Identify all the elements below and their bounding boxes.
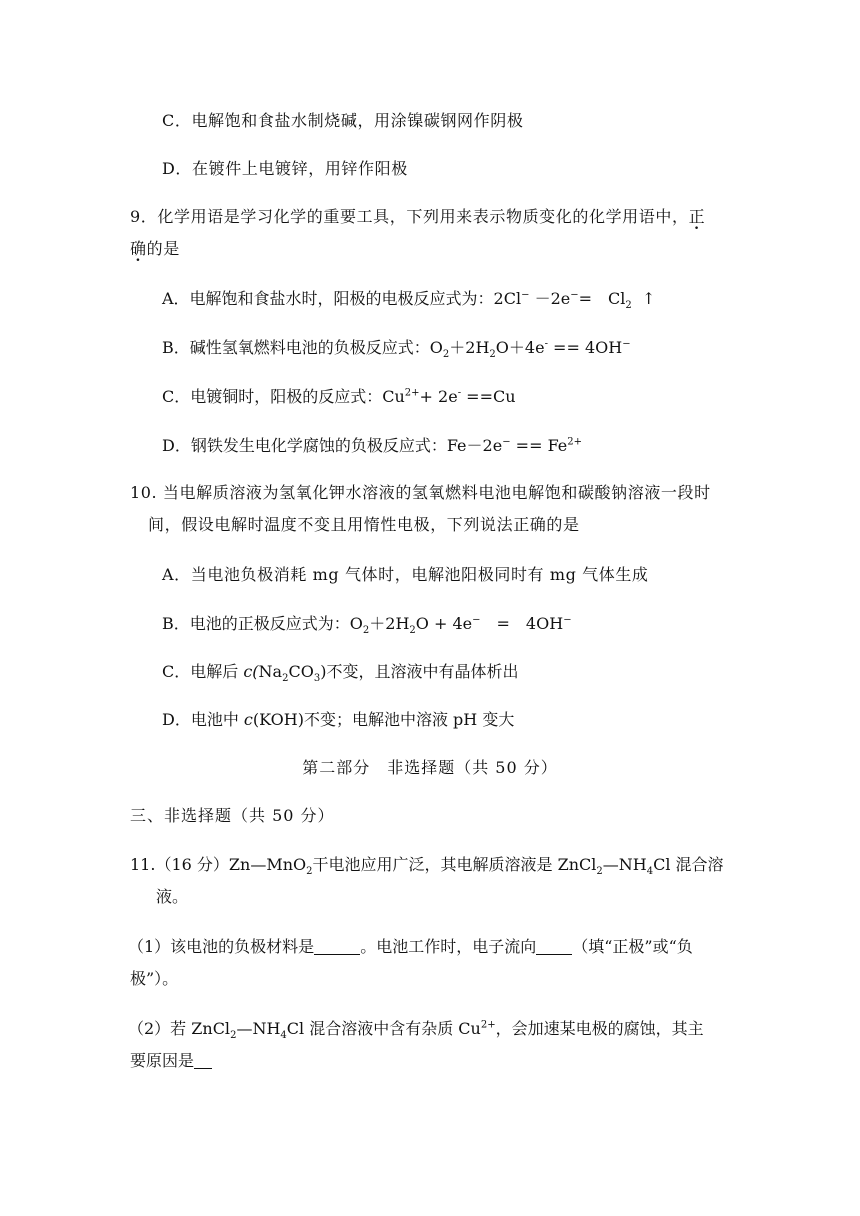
q11-part2-line2 [130, 1050, 212, 1072]
text: )不变，且溶液中有晶体析出 [320, 662, 519, 681]
q8-option-d [162, 158, 408, 180]
text: Na [258, 662, 283, 681]
q8-option-d-text: D．在镀件上电镀锌，用锌作阳极 [162, 159, 408, 178]
text: 液。 [156, 887, 189, 906]
text: C．电解后 [162, 662, 244, 681]
text: B．碱性氢氧燃料电池的负极反应式：O [162, 338, 443, 357]
superscript: − [622, 338, 631, 350]
superscript: 2+ [480, 1019, 496, 1031]
text: 11.（16 分）Zn—MnO [130, 855, 307, 874]
text: 要原因是 [130, 1051, 195, 1070]
superscript: − [502, 436, 511, 448]
text: （1）该电池的负极材料是 [128, 937, 315, 956]
q11-part1 [128, 936, 693, 958]
text: ＋2H [449, 338, 490, 357]
text: c [243, 710, 253, 729]
subscript: 2 [409, 625, 416, 637]
answer-blank[interactable] [314, 937, 360, 955]
text: = 4OH [480, 614, 564, 633]
text: 间，假设电解时温度不变且用惰性电极，下列说法正确的是 [148, 515, 580, 534]
q9-stem [130, 206, 705, 228]
q11-stem [130, 854, 724, 876]
text: －2e [529, 289, 571, 308]
subscript: 2 [306, 866, 313, 878]
text: 极”）。 [130, 969, 179, 988]
text: A．当电池负极消耗 mg 气体时，电解池阳极同时有 mg 气体生成 [162, 565, 649, 584]
text: = Cl [578, 289, 626, 308]
text: ＋2H [369, 614, 410, 633]
q11-stem-line2 [156, 886, 188, 908]
text: B．电池的正极反应式为：O [162, 614, 363, 633]
text: D．钢铁发生电化学腐蚀的负极反应式：Fe－2e [162, 436, 503, 455]
q8-option-c [162, 110, 523, 132]
subscript: 2 [442, 349, 450, 361]
q9-stem-line2 [130, 238, 180, 260]
text: C．电镀铜时，阳极的反应式：Cu [162, 387, 405, 406]
text: D．电池中 [162, 710, 244, 729]
text: CO [288, 662, 314, 681]
text: —NH [236, 1019, 281, 1038]
superscript: − [472, 614, 481, 626]
subscript: 3 [313, 673, 321, 685]
superscript: − [570, 289, 579, 301]
text: 。电池工作时，电子流向 [360, 937, 537, 956]
text: Cl 混合溶液中含有杂质 Cu [286, 1019, 481, 1038]
q8-option-c-text: C．电解饱和食盐水制烧碱，用涂镍碳钢网作阴极 [162, 111, 524, 130]
text: c( [243, 662, 259, 681]
superscript: − [563, 614, 572, 626]
subscript: 2 [230, 1030, 237, 1042]
text: ，会加速某电极的腐蚀，其主 [495, 1019, 704, 1038]
text: A．电解饱和食盐水时，阳极的电极反应式为：2Cl [162, 289, 522, 308]
q9-emphasis-char: 正 [688, 207, 706, 226]
text: 三、非选择题（共 50 分） [130, 806, 335, 825]
q9-stem-tail: 的是 [146, 239, 180, 258]
gas-arrow-icon: ↑ [641, 289, 656, 308]
q10-stem-line2 [148, 514, 580, 536]
text: == 4OH [547, 338, 623, 357]
text: 干电池应用广泛，其电解质溶液是 ZnCl [312, 855, 597, 874]
superscript: 2+ [567, 436, 583, 448]
subscript: 4 [646, 866, 654, 878]
q9-option-b [162, 337, 631, 359]
text: （2）若 ZnCl [128, 1019, 231, 1038]
superscript: − [521, 289, 530, 301]
subscript: 2 [596, 866, 603, 878]
answer-blank[interactable] [194, 1051, 212, 1069]
text: O + 4e [415, 614, 473, 633]
part-two-heading [0, 757, 860, 779]
text: —NH [602, 855, 647, 874]
text: + 2e [419, 387, 458, 406]
text: O＋4e [495, 338, 545, 357]
q9-stem-text: 9．化学用语是学习化学的重要工具，下列用来表示物质变化的化学用语中， [130, 207, 689, 226]
q10-stem [130, 482, 711, 504]
subscript: 4 [280, 1030, 287, 1042]
q11-part2 [128, 1018, 704, 1040]
q10-option-a [162, 564, 649, 586]
text: Cl 混合溶 [653, 855, 724, 874]
subscript: 2 [489, 349, 496, 361]
q10-option-c [162, 661, 518, 683]
subscript: 2 [362, 625, 370, 637]
subscript: 2 [282, 673, 289, 685]
superscript: 2+ [404, 387, 420, 399]
section-heading [130, 805, 335, 827]
text: 10. 当电解质溶液为氢氧化钾水溶液的氢氧燃料电池电解饱和碳酸钠溶液一段时 [130, 483, 711, 502]
q9-option-a [162, 288, 655, 310]
q9-option-d [162, 435, 582, 457]
q10-option-b [162, 613, 572, 635]
answer-blank[interactable] [536, 937, 572, 955]
text: (KOH)不变；电解池中溶液 pH 变大 [252, 710, 515, 729]
q11-part1-line2 [130, 968, 178, 990]
q9-emphasis-char: 确 [130, 239, 147, 258]
q10-option-d [162, 709, 514, 731]
text: ==Cu [461, 387, 516, 406]
text: 第二部分 非选择题（共 50 分） [302, 758, 558, 777]
subscript: 2 [625, 300, 632, 312]
superscript: - [457, 387, 462, 399]
text: （填“正极”或“负 [572, 937, 693, 956]
superscript: - [544, 338, 548, 350]
text: == Fe [510, 436, 568, 455]
q9-option-c [162, 386, 516, 408]
